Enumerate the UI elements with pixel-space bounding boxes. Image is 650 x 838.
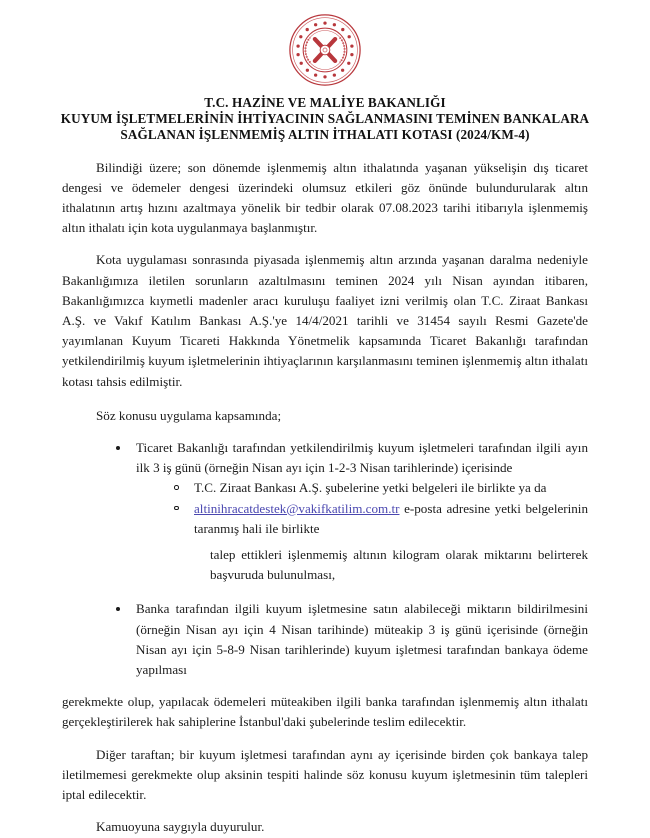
subbullet-ziraat-text: T.C. Ziraat Bankası A.Ş. şubelerine yetki belgeleri ile birlikte ya da	[194, 480, 547, 496]
document-body	[0, 158, 650, 838]
bullet-item-payment-text: Banka tarafından ilgili kuyum işletmesine satın alabileceği miktarın bildirilmesini (örneğin Nisan ayı için 4 Nisan tarihinde) müteakip 3 iş günü içerisinde (örneğin Nisan ayı için 5-8-9 Nisan tarihlerinde) kuyum işletmesi tarafından bankaya ödeme yapılması	[136, 601, 588, 678]
bullet-dot-icon	[116, 446, 120, 450]
procedure-bullet-list	[62, 438, 588, 680]
spacer	[62, 680, 588, 692]
spacer	[0, 144, 650, 158]
bullet-dot-icon	[116, 607, 120, 611]
paragraph-closing-restriction: Diğer taraftan; bir kuyum işletmesi tarafından aynı ay içerisinde birden çok bankaya talep iletilmemesi gerekmekte olup aksinin tespiti halinde söz konusu kuyum işletmesinin tüm talepleri iptal edilecektir.	[62, 746, 588, 803]
bullet-item-application-text: Ticaret Bakanlığı tarafından yetkilendirilmiş kuyum işletmeleri tarafından ilgili ayın ilk 3 iş günü (örneğin Nisan ayı için 1-2-3 Nisan tarihlerinde) içerisinde	[136, 440, 588, 476]
ministry-seal-icon	[286, 11, 364, 89]
spacer	[62, 805, 588, 817]
email-link[interactable]: altinihracatdestek@vakifkatilim.com.tr	[194, 500, 400, 516]
bullet-item-application-continuation: talep ettikleri işlenmemiş altının kilogram olarak miktarını belirterek başvuruda bulunulması,	[210, 547, 588, 583]
spacer	[62, 426, 588, 438]
subbullet-circle-icon	[174, 485, 179, 490]
paragraph-quota-allocation: Kota uygulaması sonrasında piyasada işlenmemiş altın arzında yaşanan daralma nedeniyle Bakanlığımıza iletilen sorunların azaltılmasını teminen 2024 yılı Nisan ayından itibaren, Bakanlığımızca kıymetli madenler aracı kuruluşu faaliyet izni verilmiş olan T.C. Ziraat Bankası A.Ş. ve Vakıf Katılım Bankası A.Ş.'ye 14/4/2021 tarihli ve 31454 sayılı Resmi Gazete'de yayımlanan Kuyum Ticareti Hakkında Yönetmelik kapsamında Ticaret Bakanlığı tarafından yetkilendirilmiş kuyum işletmelerinin ihtiyaçlarının karşılanmasını teminen işlenmemiş altın ithalatı kotası tahsis edilmiştir.	[62, 252, 588, 389]
spacer	[62, 238, 588, 250]
paragraph-scope-lead: Söz konusu uygulama kapsamında;	[96, 407, 282, 423]
subbullet-circle-icon	[174, 506, 179, 511]
bullet-item-payment	[110, 599, 588, 680]
emblem-container	[0, 0, 650, 91]
title-line-2: KUYUM İŞLETMELERİNİN İHTİYACININ SAĞLANMASINI TEMİNEN BANKALARA	[60, 111, 590, 127]
subbullet-email-text: e-posta adresine yetki belgelerinin taranmış hali ile birlikte	[194, 500, 588, 536]
paragraph-closing-announcement: Kamuoyuna saygıyla duyurulur.	[96, 819, 265, 835]
spacer	[62, 733, 588, 745]
title-line-1: T.C. HAZİNE VE MALİYE BAKANLIĞI	[204, 95, 446, 110]
subbullet-item-email	[170, 499, 588, 539]
subbullet-item-ziraat-branch	[170, 478, 588, 498]
title-line-3: SAĞLANAN İŞLENMEMİŞ ALTIN İTHALATI KOTASI (2024/KM-4)	[120, 127, 530, 143]
bullet-item-application	[110, 438, 588, 585]
application-channel-sublist	[136, 478, 588, 539]
paragraph-intro: Bilindiği üzere; son dönemde işlenmemiş altın ithalatında yaşanan yükselişin dış ticaret dengesi ve ödemeler dengesi üzerindeki olumsuz etkileri göz önünde bulundurularak altın ithalatının artış hızını azaltmaya yönelik bir tedbir olarak 07.08.2023 tarihi itibarıyla işlenmemiş altın ithalatı için kota uygulanmaya başlanmıştır.	[62, 159, 588, 236]
paragraph-closing-delivery: gerekmekte olup, yapılacak ödemeleri müteakiben ilgili banka tarafından işlenmemiş altın ithalatı gerçekleştirilerek hak sahiplerine İstanbul'daki şubelerinde teslim edilecektir.	[62, 694, 588, 730]
document-title	[0, 91, 650, 144]
spacer	[62, 392, 588, 406]
